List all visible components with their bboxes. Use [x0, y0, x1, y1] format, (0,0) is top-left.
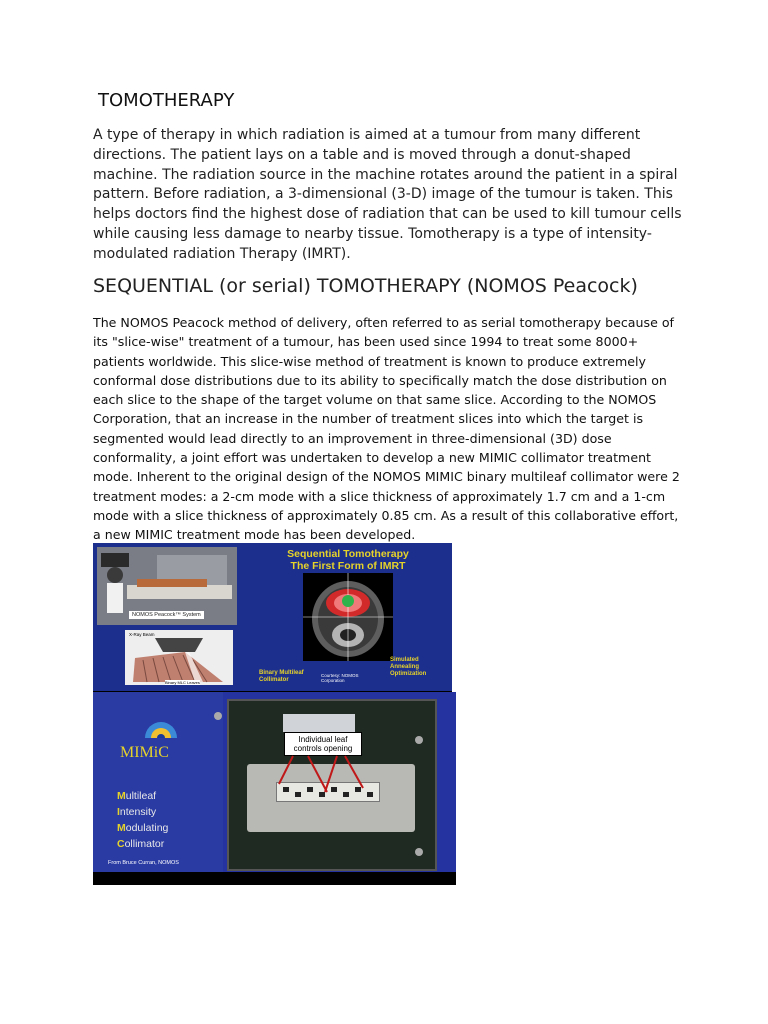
word-cap: I	[117, 806, 120, 818]
mimic-brand: MIMiC	[120, 744, 169, 761]
leaf-callout-label: Individual leaf controls opening	[284, 732, 362, 756]
sa-line3: Optimization	[390, 671, 427, 677]
section-heading: SEQUENTIAL (or serial) TOMOTHERAPY (NOMOS Peacock)	[93, 275, 638, 297]
courtesy-credit	[321, 673, 359, 683]
word-cap: C	[117, 838, 125, 850]
word-cap: M	[117, 790, 126, 802]
ct-slice-graphic	[303, 573, 393, 661]
xray-beam-diagram	[125, 630, 233, 685]
slide1-title-line2: The First Form of IMRT	[290, 560, 406, 572]
word-rest: ultileaf	[125, 790, 157, 802]
slide1-title-line1: Sequential Tomotherapy	[287, 548, 409, 560]
word-rest: ollimator	[124, 838, 165, 850]
courtesy-line2: Corporation	[321, 678, 345, 683]
sa-line2: Annealing	[390, 664, 420, 670]
mlc-leaves-graphic	[125, 630, 233, 685]
word-rest: odulating	[125, 822, 169, 834]
intro-paragraph: A type of therapy in which radiation is aimed at a tumour from many different directions. The patient lays on a table and is moved through a donut-shaped machine. The radiation source in the machine rotates around the patient in a spiral pattern. Before radiation, a 3-dimensional (3-D) image of the tumour is taken. This helps doctors find the highest dose of radiation that can be used to kill tumour cells while causing less damage to nearby tissue. Tomotherapy is a type of intensity-modulated radiation Therapy (IMRT).	[93, 127, 682, 262]
mimic-credit: From Bruce Curran, NOMOS	[108, 860, 179, 866]
sa-line1: Simulated	[390, 657, 419, 663]
simulated-annealing-label	[390, 657, 426, 678]
mimic-slide	[93, 692, 456, 885]
system-caption: NOMOS Peacock™ System	[129, 611, 204, 619]
binary-mlc-line2: Collimator	[259, 677, 289, 683]
slide1-title	[253, 548, 443, 572]
sequential-tomotherapy-slide	[93, 543, 452, 693]
binary-mlc-label	[259, 670, 304, 684]
callout-arrows	[93, 692, 456, 885]
page-heading: TOMOTHERAPY	[98, 90, 235, 111]
section-paragraph: The NOMOS Peacock method of delivery, often referred to as serial tomotherapy because of its "slice-wise" treatment of a tumour, has been used since 1994 to treat some 8000+ patients worldwide. This slice-wise method of treatment is known to produce extremely conformal dose distributions due to its ability to specifically match the dose distribution on each slice to the shape of the target volume on that same slice. According to the NOMOS Corporation, that an increase in the number of treatment slices into which the target is segmented would lead directly to an improvement in three-dimensional (3D) dose conformality, a joint effort was undertaken to develop a new MIMIC collimator treatment mode. Inherent to the original design of the NOMOS MIMIC binary multileaf collimator were 2 treatment modes: a 2-cm mode with a slice thickness of approximately 1.7 cm and a 1-cm mode with a slice thickness of approximately 0.85 cm. As a result of this collaborative effort, a new MIMIC treatment mode has been developed.	[93, 315, 680, 543]
peacock-system-photo	[97, 547, 237, 625]
binary-mlc-line1: Binary Multileaf	[259, 670, 304, 676]
xray-beam-label: X-Ray Beam	[129, 632, 155, 637]
word-rest: ntensity	[119, 806, 157, 818]
ct-scan-image	[303, 573, 393, 661]
courtesy-line1: Courtesy: NOMOS	[321, 673, 359, 678]
word-cap: M	[117, 822, 126, 834]
mlc-leaves-label: Binary MLC Leaves	[165, 680, 200, 685]
